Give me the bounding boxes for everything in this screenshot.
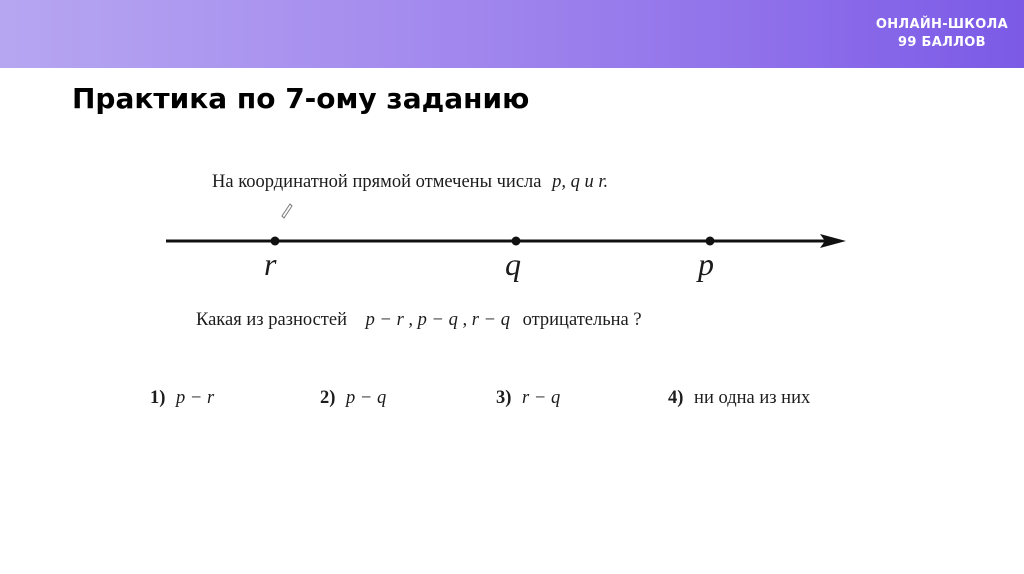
brand-logo bbox=[876, 16, 1008, 52]
page-title: Практика по 7-ому заданию bbox=[72, 82, 530, 115]
answer-2 bbox=[320, 388, 386, 409]
problem-statement bbox=[212, 172, 608, 193]
point-r-label: r bbox=[264, 246, 277, 282]
answer-2-expr: p − q bbox=[346, 388, 387, 408]
answer-1 bbox=[150, 388, 214, 409]
statement-vars: p, q и r. bbox=[552, 172, 609, 192]
question-text: Какая из разностей bbox=[196, 310, 347, 330]
number-line bbox=[160, 226, 850, 286]
statement-text: На координатной прямой отмечены числа bbox=[212, 172, 542, 192]
point-q-dot bbox=[512, 237, 521, 246]
answer-3-expr: r − q bbox=[522, 388, 561, 408]
question bbox=[196, 310, 642, 331]
answer-4 bbox=[668, 388, 810, 409]
point-p-dot bbox=[706, 237, 715, 246]
question-expr: p − r , p − q , r − q bbox=[365, 310, 510, 330]
header-banner bbox=[0, 0, 1024, 68]
brand-line-2: 99 БАЛЛОВ bbox=[898, 35, 986, 50]
answer-4-expr: ни одна из них bbox=[694, 388, 811, 408]
answer-1-number: 1) bbox=[150, 388, 166, 408]
answer-4-number: 4) bbox=[668, 388, 684, 408]
problem-scan bbox=[150, 160, 880, 430]
answer-1-expr: p − r bbox=[176, 388, 215, 408]
pencil-icon bbox=[278, 200, 294, 220]
answer-3 bbox=[496, 388, 560, 409]
brand-line-1: ОНЛАЙН-ШКОЛА bbox=[875, 17, 1008, 32]
answer-2-number: 2) bbox=[320, 388, 336, 408]
point-r-dot bbox=[271, 237, 280, 246]
point-q-label: q bbox=[505, 246, 521, 282]
answer-3-number: 3) bbox=[496, 388, 512, 408]
point-p-label: p bbox=[698, 246, 714, 282]
question-end: отрицательна ? bbox=[522, 310, 642, 330]
